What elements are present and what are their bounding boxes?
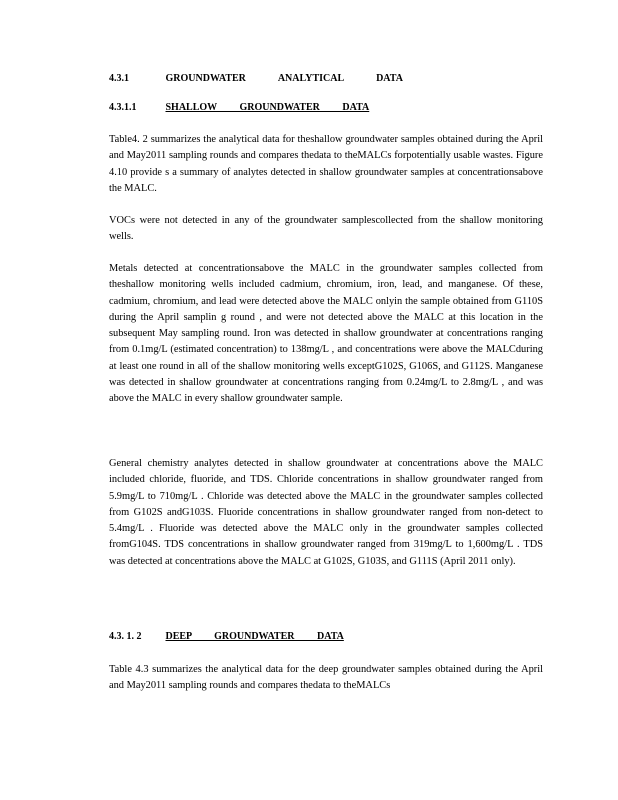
section-heading-4-3-1-2: [109, 631, 344, 643]
paragraph-shallow-summary: Table4. 2 summarizes the analytical data for theshallow groundwater samples obtained during the April and May2011 sampling rounds and compares thedata to theMALCs forpotentially usable wastes. Figure 4.10 provide s a summary of analytes detected in shallow groundwater samples at concentrationsabove the MALC.: [109, 134, 543, 194]
section-number: 4.3.1.1: [109, 102, 137, 113]
section-number: 4.3.1: [109, 73, 129, 84]
section-title: DEEP GROUNDWATER DATA: [165, 631, 344, 642]
section-heading-4-3-1: [109, 73, 403, 85]
paragraph-general-chemistry: General chemistry analytes detected in shallow groundwater at concentrations above the MALC included chloride, fluoride, and TDS. Chloride concentrations in shallow groundwater ranged from 5.9mg/L to 710mg/L . Chloride was detected above the MALC in the groundwater samples collected from G102S andG103S. Fluoride concentrations in shallow groundwater ranged from non-detect to 5.4mg/L . Fluoride was detected above the MALC only in the groundwater samples collected fromG104S. TDS concentrations in shallow groundwater ranged from 319mg/L to 1,600mg/L . TDS was detected at concentrations above the MALC at G102S, G103S, and G111S (April 2011 only).: [109, 458, 543, 567]
section-title: SHALLOW GROUNDWATER DATA: [165, 102, 370, 113]
section-title: GROUNDWATER ANALYTICAL DATA: [165, 73, 403, 84]
section-heading-4-3-1-1: [109, 102, 369, 114]
section-number: 4.3. 1. 2: [109, 631, 142, 642]
paragraph-vocs: VOCs were not detected in any of the groundwater samplescollected from the shallow monitoring wells.: [109, 215, 543, 243]
paragraph-metals: Metals detected at concentrationsabove the MALC in the groundwater samples collected from theshallow monitoring wells included cadmium, chromium, iron, lead, and manganese. Of these, cadmium, chromium, and lead were detected above the MALC onlyin the sample obtained from G110S during the April samplin g round , and were not detected above the MALC at this location in the subsequent May sampling round. Iron was detected in shallow groundwater at concentrations ranging from 0.1mg/L (estimated concentration) to 138mg/L , and concentrations were above the MALCduring at least one round in all of the shallow monitoring wells exceptG102S, G106S, and G112S. Manganese was detected in shallow groundwater at concentrations ranging from 0.24mg/L to 2.8mg/L , and was above the MALC in every shallow groundwater sample.: [109, 263, 543, 405]
paragraph-deep-summary: Table 4.3 summarizes the analytical data for the deep groundwater samples obtained during the April and May2011 sampling rounds and compares thedata to theMALCs: [109, 664, 543, 692]
